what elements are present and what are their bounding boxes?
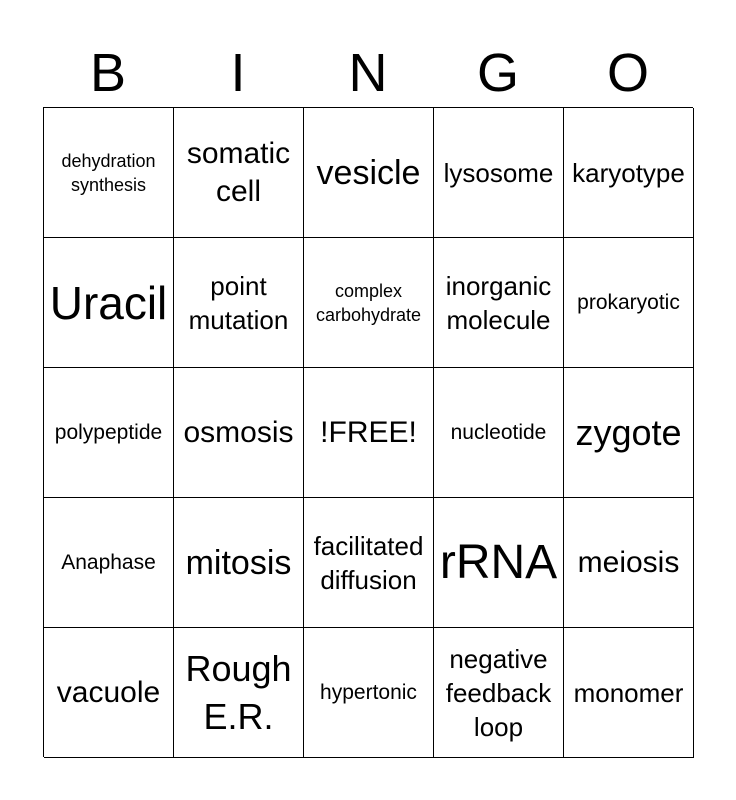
bingo-cell[interactable] xyxy=(434,368,564,498)
bingo-cell[interactable] xyxy=(564,368,694,498)
cell-label: osmosis xyxy=(183,415,294,449)
bingo-cell[interactable] xyxy=(174,238,304,368)
cell-label: meiosis xyxy=(577,545,680,579)
cell-label: rRNA xyxy=(439,535,558,589)
cell-label: Uracil xyxy=(49,276,168,329)
bingo-board xyxy=(43,107,693,757)
cell-label: Anaphase xyxy=(61,550,156,574)
header-letter-n: N xyxy=(348,43,388,103)
bingo-header xyxy=(43,42,693,104)
bingo-cell[interactable] xyxy=(564,108,694,238)
bingo-cell[interactable] xyxy=(304,238,434,368)
cell-label: monomer xyxy=(573,677,684,708)
cell-label: facilitated diffusion xyxy=(313,530,424,595)
header-letter-g: G xyxy=(476,43,519,103)
bingo-cell[interactable] xyxy=(174,628,304,758)
cell-label: mitosis xyxy=(185,543,292,582)
header-letter-i: I xyxy=(230,43,246,103)
free-space-label: !FREE! xyxy=(320,415,417,449)
bingo-cell[interactable] xyxy=(174,108,304,238)
cell-label: polypeptide xyxy=(54,420,163,444)
cell-label: point mutation xyxy=(188,270,289,335)
cell-label: vacuole xyxy=(56,675,161,709)
bingo-cell[interactable] xyxy=(44,368,174,498)
bingo-cell[interactable] xyxy=(434,628,564,758)
bingo-cell[interactable] xyxy=(564,498,694,628)
header-letter-b: B xyxy=(89,43,127,103)
cell-label: vesicle xyxy=(316,153,421,192)
bingo-cell[interactable] xyxy=(304,628,434,758)
cell-label: karyotype xyxy=(572,157,685,188)
bingo-cell[interactable] xyxy=(564,238,694,368)
cell-label: dehydration synthesis xyxy=(61,150,156,195)
bingo-cell[interactable] xyxy=(434,108,564,238)
cell-label: somatic cell xyxy=(186,136,291,208)
cell-label: inorganic molecule xyxy=(445,270,552,335)
bingo-cell[interactable] xyxy=(44,628,174,758)
bingo-cell[interactable] xyxy=(564,628,694,758)
bingo-cell[interactable] xyxy=(304,108,434,238)
cell-label: complex carbohydrate xyxy=(315,280,422,325)
cell-label: hypertonic xyxy=(320,680,417,704)
cell-label: negative feedback loop xyxy=(445,643,552,742)
bingo-cell[interactable] xyxy=(304,498,434,628)
cell-label: nucleotide xyxy=(450,420,547,444)
bingo-cell[interactable] xyxy=(44,238,174,368)
cell-label: prokaryotic xyxy=(577,290,680,314)
bingo-cell[interactable] xyxy=(174,498,304,628)
bingo-cell[interactable] xyxy=(434,498,564,628)
bingo-cell[interactable] xyxy=(174,368,304,498)
header-letter-o: O xyxy=(606,43,649,103)
cell-label: lysosome xyxy=(443,157,554,188)
cell-label: Rough E.R. xyxy=(185,647,292,737)
cell-label: zygote xyxy=(575,411,682,453)
bingo-cell[interactable] xyxy=(44,498,174,628)
free-space-cell[interactable] xyxy=(304,368,434,498)
bingo-cell[interactable] xyxy=(434,238,564,368)
bingo-cell[interactable] xyxy=(44,108,174,238)
